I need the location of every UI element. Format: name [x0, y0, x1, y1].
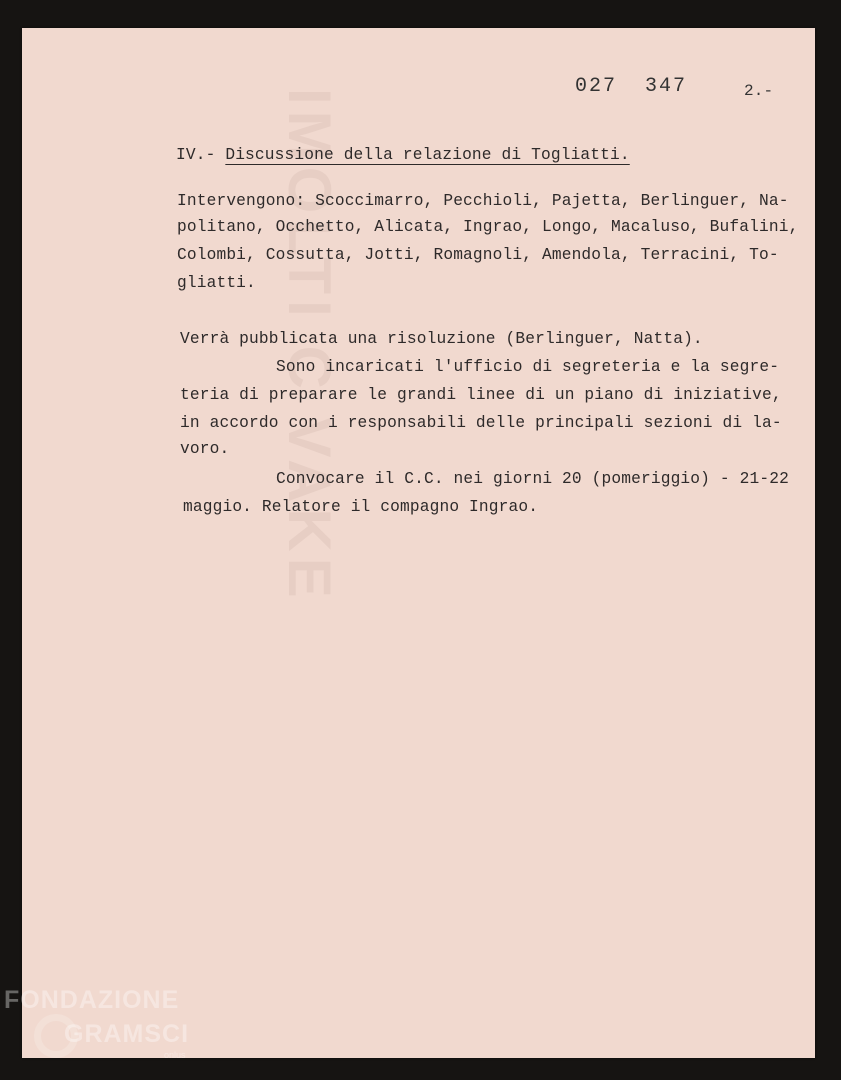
bleed-through-stamp: IMOLTI C VAKE — [276, 88, 343, 604]
sheet-number: 2.- — [744, 82, 774, 100]
watermark-line-1: FONDAZIONE — [4, 986, 180, 1014]
speakers-line-1: Intervengono: Scoccimarro, Pecchioli, Pajetta, Berlinguer, Na- — [177, 192, 789, 210]
assignment-line-4: voro. — [180, 440, 230, 458]
convocation-line-2: maggio. Relatore il compagno Ingrao. — [183, 498, 539, 516]
speakers-line-4: gliatti. — [177, 274, 256, 292]
assignment-line-3: in accordo con i responsabili delle principali sezioni di la- — [180, 414, 782, 432]
section-roman: IV.- — [176, 146, 226, 164]
speakers-line-2: politano, Occhetto, Alicata, Ingrao, Longo, Macaluso, Bufalini, — [177, 218, 799, 236]
archive-page-number: 027 347 — [575, 75, 688, 98]
document-page — [22, 28, 815, 1058]
speakers-line-3: Colombi, Cossutta, Jotti, Romagnoli, Amendola, Terracini, To- — [177, 246, 779, 264]
convocation-line-1: Convocare il C.C. nei giorni 20 (pomeriggio) - 21-22 — [276, 470, 789, 488]
fondazione-gramsci-watermark — [4, 986, 214, 1066]
assignment-line-1: Sono incaricati l'ufficio di segreteria e la segre- — [276, 358, 780, 376]
resolution-line: Verrà pubblicata una risoluzione (Berlinguer, Natta). — [180, 330, 703, 348]
section-title: Discussione della relazione di Togliatti. — [225, 146, 630, 164]
watermark-line-2: GRAMSCI — [64, 1020, 190, 1048]
section-heading — [176, 142, 630, 168]
assignment-line-2: teria di preparare le grandi linee di un piano di iniziative, — [180, 386, 782, 404]
watermark-line-3: onlus — [164, 1050, 186, 1060]
